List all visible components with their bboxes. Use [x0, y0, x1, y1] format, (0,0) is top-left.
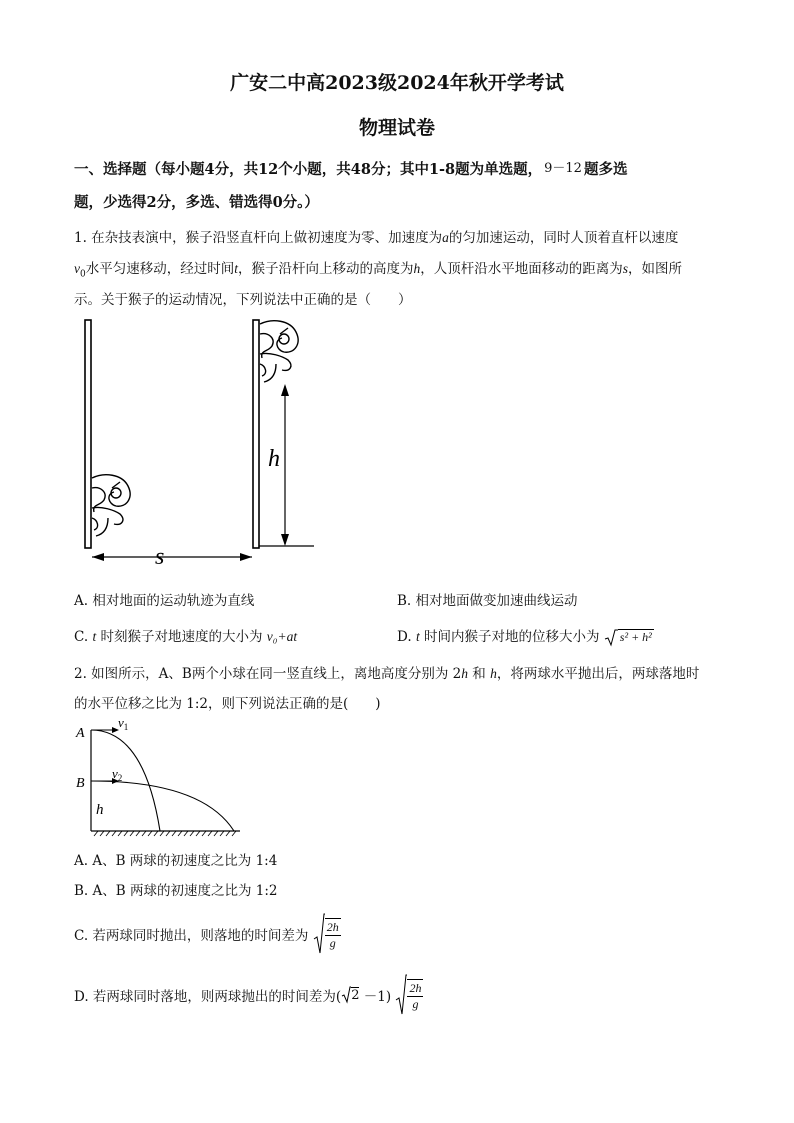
q1-stem-line3: 示。关于猴子的运动情况，下列说法中正确的是（ ） — [74, 292, 412, 308]
q2-option-d-inner: 2 — [351, 987, 360, 1003]
h-arrow-head-top — [281, 384, 289, 396]
section-heading-text-b: 题多选 — [583, 161, 628, 178]
s-arrow-head-right — [240, 553, 252, 561]
q2-option-c-denominator: g — [329, 935, 336, 950]
monkey-low-icon — [92, 475, 130, 536]
q1-option-d-formula: s² + h² — [619, 630, 652, 644]
label-a: A — [76, 726, 85, 741]
section-heading-line1 — [74, 157, 627, 179]
q2-option-d-numerator: 2h — [409, 980, 422, 995]
q1-var-v-sub: 0 — [80, 269, 86, 280]
q2-option-c-numerator: 2h — [326, 919, 339, 934]
q2-option-c[interactable] — [74, 913, 341, 955]
q2-var-h1: h — [461, 666, 468, 681]
q2-option-d[interactable] — [74, 974, 423, 1016]
q1-text: 水平匀速移动，经过时间 — [85, 261, 235, 277]
q1-option-c-prefix: C. — [74, 629, 93, 645]
q1-text: ，人顶杆沿水平地面移动的距离为 — [420, 261, 623, 277]
trajectory-b — [91, 781, 234, 831]
q1-var-v: v — [74, 261, 80, 276]
q2-var-h2: h — [490, 666, 497, 681]
q1-option-c-text: 时刻猴子对地速度的大小为 — [96, 629, 267, 645]
exam-subtitle: 物理试卷 — [358, 117, 435, 139]
q2-text: 和 — [467, 666, 491, 682]
q1-option-d-t: t — [415, 629, 420, 644]
section-heading-text: 一、选择题（每小题4分，共12个小题，共48分；其中1-8题为单选题， — [74, 161, 543, 178]
q1-var-s: s — [622, 261, 629, 276]
q1-text: 的匀加速运动，同时人顶着直杆以速度 — [448, 230, 679, 246]
q2-stem-line2: 的水平位移之比为 1:2，则下列说法正确的是( ) — [74, 696, 381, 712]
q1-text: ，猴子沿杆向上移动的高度为 — [238, 261, 414, 277]
q1-text: ，如图所 — [628, 261, 683, 277]
left-pole — [85, 320, 91, 548]
q1-figure — [78, 316, 328, 572]
q2-option-c-sqrt — [313, 913, 341, 955]
q2-option-d-text: D. 若两球同时落地，则两球抛出的时间差为( — [74, 989, 342, 1005]
q2-option-d-denominator: g — [412, 996, 419, 1011]
ground-hatch — [94, 831, 236, 836]
right-pole — [253, 320, 259, 548]
monkey-high-icon — [260, 321, 298, 382]
q2-option-d-sqrt2 — [341, 986, 359, 1004]
q1-var-a: a — [442, 230, 449, 245]
q1-var-h: h — [413, 261, 421, 276]
h-arrow-head-bottom — [281, 534, 289, 546]
q2-figure — [72, 714, 247, 838]
multi-select-range: 9－12 — [544, 161, 582, 176]
label-h: h — [96, 802, 104, 818]
q1-option-c-t: t — [92, 629, 97, 644]
exam-title: 广安二中高2023级2024年秋开学考试 — [230, 72, 564, 94]
label-b: B — [76, 776, 85, 791]
q2-option-d-after: －1) — [359, 989, 392, 1005]
label-s: s — [155, 544, 165, 570]
q1-option-b[interactable]: B. 相对地面做变加速曲线运动 — [397, 593, 578, 609]
q1-option-d-prefix: D. — [397, 629, 416, 645]
q1-var-t: t — [234, 261, 238, 276]
label-h: h — [268, 446, 280, 472]
s-arrow-head-left — [92, 553, 104, 561]
q2-text: ，将两球水平抛出后，两球落地时 — [496, 666, 700, 682]
q1-text: 1. 在杂技表演中，猴子沿竖直杆向上做初速度为零、加速度为 — [74, 230, 443, 246]
q1-option-c[interactable] — [74, 625, 297, 645]
q1-option-d[interactable] — [397, 625, 654, 647]
q1-option-c-formula: v₀+at — [266, 629, 298, 644]
q2-option-d-sqrt — [395, 974, 423, 1016]
q1-stem-line1 — [74, 226, 678, 246]
label-v2: $v_2$ — [112, 766, 123, 783]
q1-option-d-text: 时间内猴子对地的位移大小为 — [419, 629, 604, 645]
q2-text: 2. 如图所示，A、B两个小球在同一竖直线上，离地高度分别为 2 — [74, 666, 462, 682]
q2-stem-line1 — [74, 662, 699, 682]
section-heading-line2: 题，少选得2分，多选、错选得0分。） — [74, 194, 319, 211]
q1-stem-line2 — [74, 257, 682, 280]
label-v1: $v_1$ — [118, 715, 129, 732]
q1-option-a[interactable]: A. 相对地面的运动轨迹为直线 — [74, 593, 255, 609]
q2-option-a[interactable]: A. A、B 两球的初速度之比为 1:4 — [74, 853, 278, 869]
q2-option-c-text: C. 若两球同时抛出，则落地的时间差为 — [74, 928, 309, 944]
q2-option-b[interactable]: B. A、B 两球的初速度之比为 1:2 — [74, 883, 278, 899]
q1-option-d-sqrt — [604, 629, 654, 647]
